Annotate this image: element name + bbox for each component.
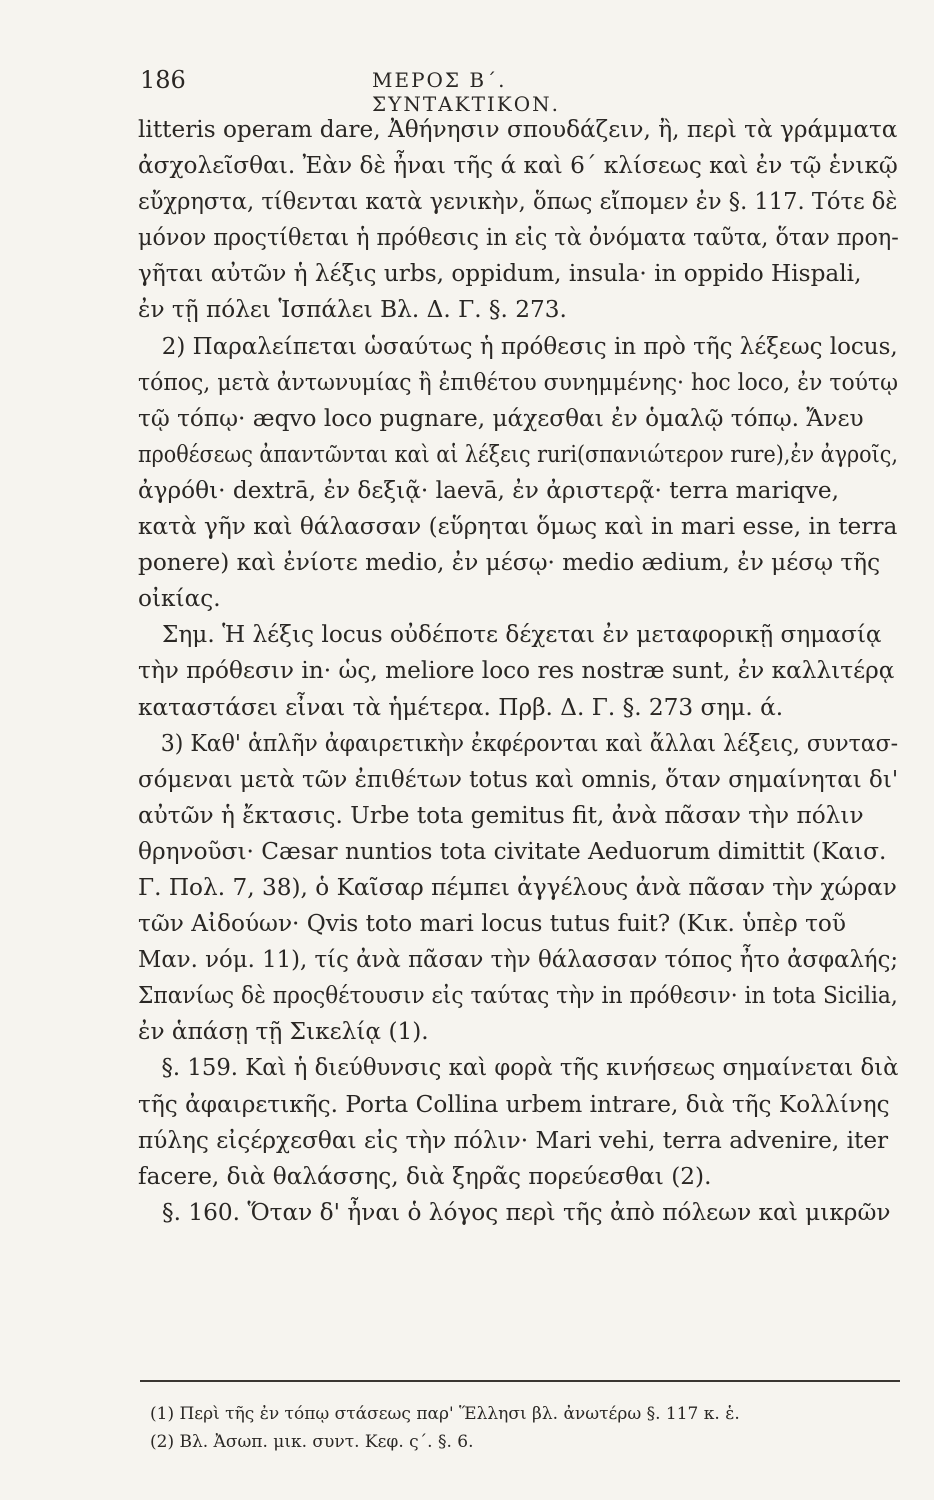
- running-title: ΜΕΡΟΣ Β΄. ΣΥΝΤΑΚΤΙΚΟΝ.: [372, 68, 561, 116]
- footnote-divider: [140, 1380, 900, 1382]
- footnote: (1) Περὶ τῆς ἐν τόπῳ στάσεως παρ' Ἕλλησι βλ. ἀνωτέρω §. 117 κ. ἑ.: [150, 1404, 740, 1424]
- text-line: οἰκίας.: [138, 585, 221, 613]
- text-line: σόμεναι μετὰ τῶν ἐπιθέτων totus καὶ omnis, ὅταν σημαίνηται δι': [138, 765, 899, 793]
- text-line: τῶν Αἰδούων· Qvis toto mari locus tutus fuit? (Κικ. ὑπὲρ τοῦ: [138, 910, 846, 938]
- text-line: ponere) καὶ ἐνίοτε medio, ἐν μέσῳ· medio ædium, ἐν μέσῳ τῆς: [138, 549, 881, 577]
- page-number: 186: [140, 66, 186, 94]
- text-line: μόνον προςτίθεται ἡ πρόθεσις in εἰς τὰ ὀνόματα ταῦτα, ὅταν προη-: [138, 224, 899, 252]
- text-line: litteris operam dare, Ἀθήνησιν σπουδάζειν, ἢ, περὶ τὰ γράμματα: [138, 116, 898, 143]
- text-line: 3) Καθ' ἁπλῆν ἀφαιρετικὴν ἐκφέρονται καὶ ἄλλαι λέξεις, συντασ-: [160, 729, 899, 757]
- text-line: τῷ τόπῳ· æqvo loco pugnare, μάχεσθαι ἐν ὁμαλῷ τόπῳ. Ἄνευ: [138, 404, 864, 432]
- text-line: §. 160. Ὅταν δ' ἦναι ὁ λόγος περὶ τῆς ἀπὸ πόλεων καὶ μικρῶν: [162, 1198, 891, 1226]
- text-line: καταστάσει εἶναι τὰ ἡμέτερα. Πρβ. Δ. Γ. §. 273 σημ. ά.: [138, 693, 784, 721]
- body-text: [138, 112, 900, 1231]
- text-line: τὴν πρόθεσιν in· ὡς, meliore loco res nostræ sunt, ἐν καλλιτέρᾳ: [138, 657, 895, 685]
- text-line: ἀσχολεῖσθαι. Ἐὰν δὲ ἦναι τῆς ά καὶ 6΄ κλίσεως καὶ ἐν τῷ ἑνικῷ: [138, 152, 898, 180]
- text-line: ἀγρόθι· dextrā, ἐν δεξιᾷ· laevā, ἐν ἀριστερᾷ· terra mariqve,: [138, 476, 840, 504]
- text-line: γῆται αὐτῶν ἡ λέξις urbs, oppidum, insula· in oppido Hispali,: [138, 260, 862, 288]
- text-line: ἐν ἁπάσῃ τῇ Σικελίᾳ (1).: [138, 1018, 429, 1046]
- text-line: 2) Παραλείπεται ὡσαύτως ἡ πρόθεσις in πρὸ τῆς λέξεως locus,: [161, 332, 898, 360]
- text-line: θρηνοῦσι· Cæsar nuntios tota civitate Aeduorum dimittit (Καισ.: [138, 837, 887, 865]
- footnote: (2) Βλ. Ἀσωπ. μικ. συντ. Κεφ. ς΄. §. 6.: [150, 1432, 474, 1452]
- text-line: §. 159. Καὶ ἡ διεύθυνσις καὶ φορὰ τῆς κινήσεως σημαίνεται διὰ: [161, 1054, 899, 1082]
- page-header: [140, 66, 700, 116]
- text-line: Σημ. Ἡ λέξις locus οὐδέποτε δέχεται ἐν μεταφορικῇ σημασίᾳ: [162, 621, 882, 649]
- text-line: Σπανίως δὲ προςθέτουσιν εἰς ταύτας τὴν in πρόθεσιν· in tota Sicilia,: [138, 982, 898, 1010]
- footnotes: [150, 1400, 890, 1456]
- text-line: τόπος, μετὰ ἀντωνυμίας ἢ ἐπιθέτου συνημμένης· hoc loco, ἐν τούτῳ: [138, 368, 899, 396]
- text-line: προθέσεως ἀπαντῶνται καὶ αἱ λέξεις ruri(σπανιώτερον rure),ἐν ἀγροῖς,: [138, 440, 898, 468]
- text-line: Μαν. νόμ. 11), τίς ἀνὰ πᾶσαν τὴν θάλασσαν τόπος ἦτο ἀσφαλής;: [138, 946, 899, 974]
- text-line: πύλης εἰςέρχεσθαι εἰς τὴν πόλιν· Mari vehi, terra advenire, iter: [138, 1126, 889, 1154]
- text-line: facere, διὰ θαλάσσης, διὰ ξηρᾶς πορεύεσθαι (2).: [138, 1162, 712, 1190]
- text-line: κατὰ γῆν καὶ θάλασσαν (εὕρηται ὅμως καὶ in mari esse, in terra: [138, 513, 898, 541]
- text-line: ἐν τῇ πόλει Ἱσπάλει Βλ. Δ. Γ. §. 273.: [138, 296, 567, 324]
- text-line: Γ. Πολ. 7, 38), ὁ Καῖσαρ πέμπει ἀγγέλους ἀνὰ πᾶσαν τὴν χώραν: [138, 873, 897, 901]
- text-line: αὐτῶν ἡ ἔκτασις. Urbe tota gemitus fit, ἀνὰ πᾶσαν τὴν πόλιν: [138, 801, 864, 829]
- text-line: εὔχρηστα, τίθενται κατὰ γενικὴν, ὅπως εἴπομεν ἐν §. 117. Τότε δὲ: [138, 188, 898, 216]
- text-line: τῆς ἀφαιρετικῆς. Porta Collina urbem intrare, διὰ τῆς Κολλίνης: [138, 1090, 890, 1118]
